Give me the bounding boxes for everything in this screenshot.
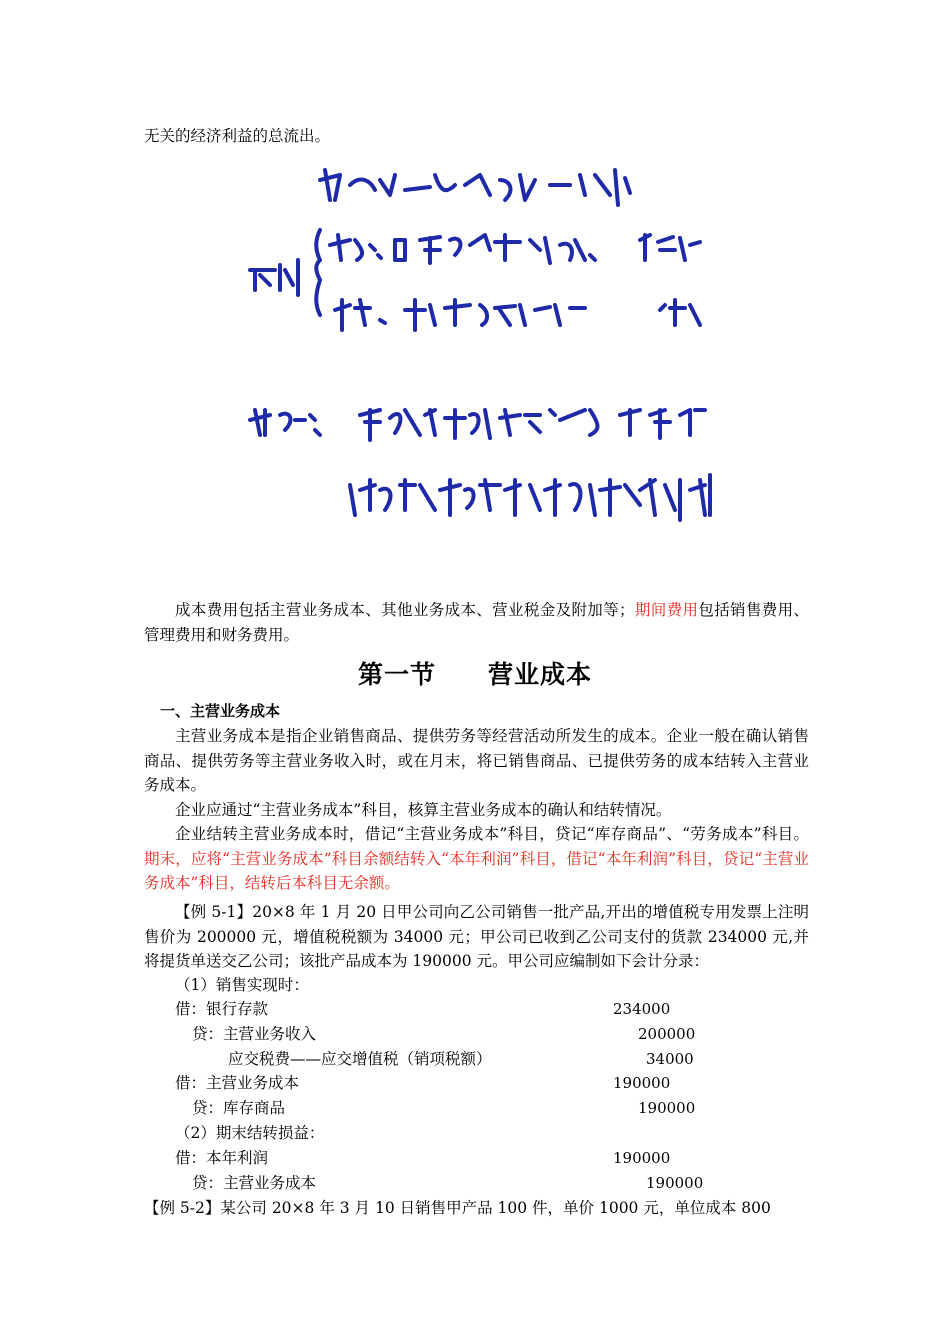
journal-line: 贷：库存商品: [192, 1099, 286, 1117]
journal-line: （2）期末结转损益：: [175, 1124, 325, 1142]
journal-amount: 190000: [613, 1074, 671, 1092]
period-expense-highlight: 期间费用: [634, 601, 699, 619]
journal-amount: 190000: [646, 1174, 704, 1192]
journal-amount: 234000: [613, 1000, 671, 1018]
paragraph-1: 主营业务成本是指企业销售商品、提供劳务等经营活动所发生的成本。企业一般在确认销售商品、提供劳务等主营业务收入时，或在月末，将已销售商品、已提供劳务的成本结转入主营业务成本。: [144, 727, 809, 794]
paragraph-3-highlight: 期末，应将“主营业务成本”科目余额结转入“本年利润”科目，借记“本年利润”科目，贷记“主营业务成本”科目，结转后本科目无余额。: [144, 849, 809, 892]
section-title: 第一节 营业成本: [357, 660, 592, 689]
cost-paragraph: [144, 598, 809, 647]
handwritten-note-image: [230, 160, 730, 560]
example-2: 【例 5-2】某公司 20×8 年 3 月 10 日销售甲产品 100 件，单价 1000 元，单位成本 800: [144, 1199, 771, 1217]
journal-amount: 190000: [613, 1149, 671, 1167]
journal-amount: 190000: [638, 1099, 696, 1117]
journal-line: （1）销售实现时：: [175, 976, 309, 994]
journal-line: 借：本年利润: [175, 1149, 269, 1167]
intro-line: 无关的经济利益的总流出。: [144, 127, 331, 145]
cost-text-a: 成本费用包括主营业务成本、其他业务成本、营业税金及附加等；: [175, 601, 635, 619]
paragraph-3: [144, 822, 809, 896]
journal-amount: 200000: [638, 1025, 696, 1043]
journal-amount: 34000: [646, 1050, 694, 1068]
journal-line: 应交税费——应交增值税（销项税额）: [228, 1050, 492, 1068]
subsection-title: 一、主营业务成本: [160, 702, 281, 720]
journal-line: 借：主营业务成本: [175, 1074, 300, 1092]
journal-line: 借：银行存款: [175, 1000, 269, 1018]
example-1: 【例 5-1】20×8 年 1 月 20 日甲公司向乙公司销售一批产品,开出的增值税专用发票上注明售价为 200000 元，增值税税额为 34000 元；甲公司已收到乙公司支付的货款 234000 元,并将提货单送交乙公司；该批产品成本为 190000 元。甲公司应编制如下会计分录：: [144, 903, 809, 970]
journal-line: 贷：主营业务收入: [192, 1025, 317, 1043]
cost-text-b: 包括销售费用、管理费用和财务费用。: [144, 601, 809, 644]
paragraph-2: 企业应通过“主营业务成本”科目，核算主营业务成本的确认和结转情况。: [175, 801, 672, 819]
paragraph-3-text: 企业结转主营业务成本时，借记“主营业务成本”科目，贷记“库存商品”、“劳务成本”科目。: [175, 825, 809, 843]
journal-line: 贷：主营业务成本: [192, 1174, 317, 1192]
